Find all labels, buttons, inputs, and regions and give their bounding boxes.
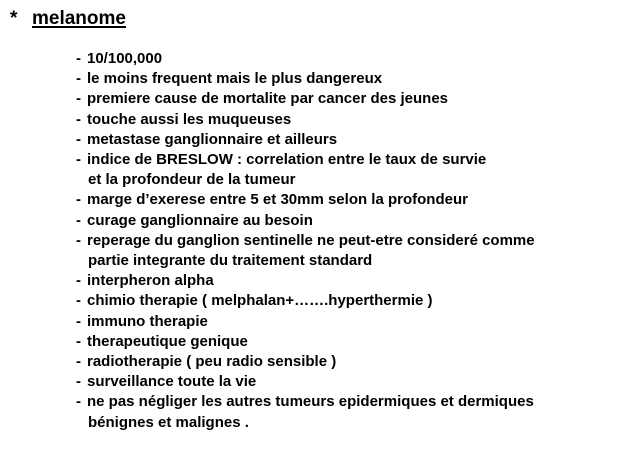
list-item-text: le moins frequent mais le plus dangereux [87, 70, 383, 88]
list-item [76, 312, 535, 332]
slide-heading [10, 7, 126, 31]
list-item [76, 352, 535, 372]
list-item-text: ne pas négliger les autres tumeurs epidermiques et dermiques [87, 393, 534, 411]
list-item-text: touche aussi les muqueuses [87, 110, 292, 128]
list-item-text: chimio therapie ( melphalan+…….hyperthermie ) [87, 292, 433, 310]
list-item-dash: - [76, 90, 81, 108]
list-item-text: interpheron alpha [87, 272, 214, 290]
list-item [76, 89, 535, 109]
heading-bullet: * [10, 8, 18, 29]
list-item [76, 372, 535, 392]
list-item-dash: - [76, 373, 81, 391]
list-item [76, 231, 535, 271]
list-item-dash: - [76, 151, 81, 169]
list-item-dash: - [76, 70, 81, 88]
heading-title: melanome [32, 8, 126, 29]
list-item [76, 69, 535, 89]
list-item [76, 110, 535, 130]
list-item-text: therapeutique genique [87, 332, 248, 350]
list-item-text: 10/100,000 [87, 50, 163, 67]
list-item [76, 211, 535, 231]
list-item-text: reperage du ganglion sentinelle ne peut-etre consideré comme [87, 231, 535, 249]
list-item-dash: - [76, 393, 81, 411]
list-item-dash: - [76, 110, 81, 128]
list-item-dash: - [76, 332, 81, 350]
list-item [76, 392, 535, 432]
list-item-continuation: partie integrante du traitement standard [88, 252, 373, 270]
list-item-dash: - [76, 50, 81, 67]
bullet-list [76, 49, 535, 433]
list-item [76, 291, 535, 311]
list-item [76, 130, 535, 150]
list-item [76, 271, 535, 291]
list-item-dash: - [76, 231, 81, 249]
list-item-text: radiotherapie ( peu radio sensible ) [87, 353, 337, 371]
list-item-dash: - [76, 191, 81, 209]
list-item-dash: - [76, 353, 81, 371]
list-item-dash: - [76, 312, 81, 330]
list-item [76, 49, 535, 69]
list-item-text: marge d’exerese entre 5 et 30mm selon la profondeur [87, 191, 468, 209]
list-item-continuation: bénignes et malignes . [88, 413, 249, 431]
list-item-text: surveillance toute la vie [87, 373, 257, 391]
list-item-text: immuno therapie [87, 312, 208, 330]
list-item-dash: - [76, 292, 81, 310]
list-item [76, 190, 535, 210]
list-item-dash: - [76, 211, 81, 229]
list-item-text: premiere cause de mortalite par cancer des jeunes [87, 90, 449, 108]
list-item-text: curage ganglionnaire au besoin [87, 211, 313, 229]
list-item-text: indice de BRESLOW : correlation entre le taux de survie [87, 151, 487, 169]
list-item-dash: - [76, 130, 81, 148]
list-item [76, 150, 535, 190]
list-item-continuation: et la profondeur de la tumeur [88, 171, 296, 189]
list-item-dash: - [76, 272, 81, 290]
list-item [76, 332, 535, 352]
list-item-text: metastase ganglionnaire et ailleurs [87, 130, 338, 148]
